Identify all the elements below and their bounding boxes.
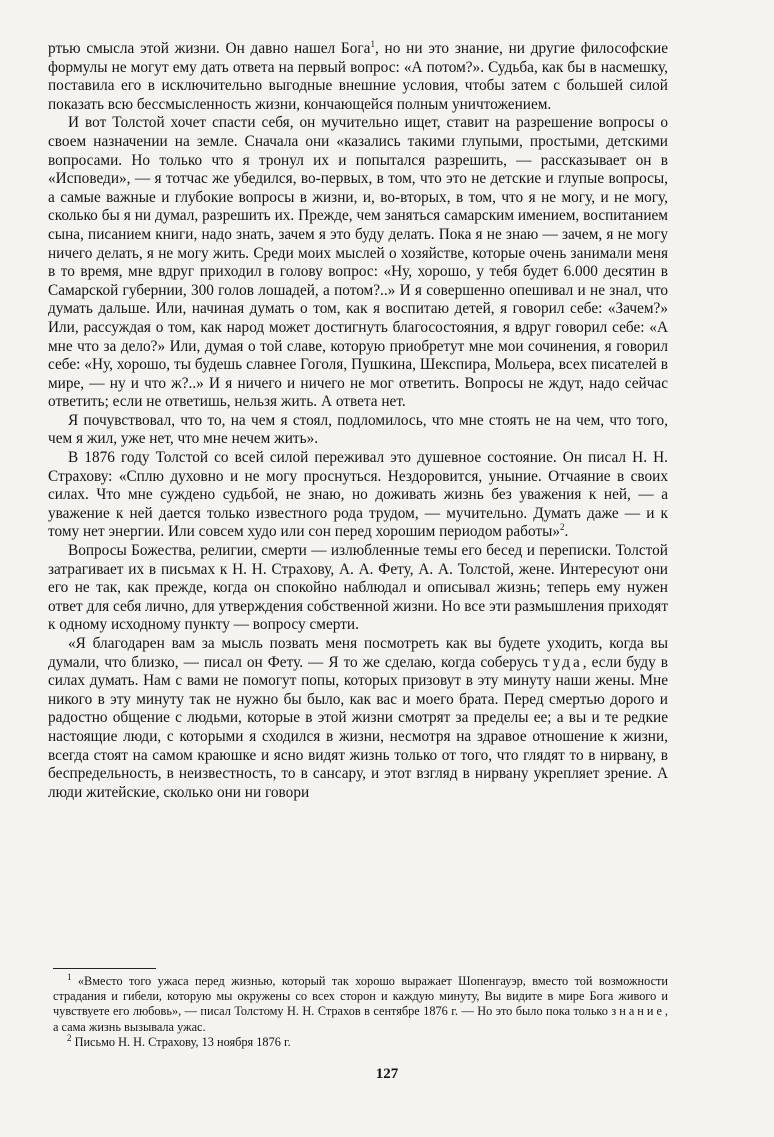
footnote xyxy=(53,1032,668,1050)
footnote-divider xyxy=(53,968,156,969)
main-text xyxy=(48,40,668,802)
paragraph xyxy=(48,40,668,114)
footnote-marker: 1 xyxy=(67,971,72,982)
paragraph xyxy=(48,412,668,449)
text-run: ртью смысла этой жизни. Он давно нашел Бога xyxy=(48,40,371,57)
spaced-emphasis: туда xyxy=(543,653,583,671)
text-run: В 1876 году Толстой со всей силой переживал это душевное состояние. Он писал Н. Н. Страхову: «Сплю духовно и не могу проснуться. Нездоровится, уныние. Отчаяние в своих силах. Что мне суждено судьбой, не знаю, но доживать жизнь без уважения к ней, — а уважение к ней дается только известного рода трудом, — мучительно. Думать даже — и к тому нет энергии. Или совсем худо или сон перед хорошим периодом работы» xyxy=(48,449,668,541)
footnotes xyxy=(53,971,668,1050)
text-run: «Вместо того ужаса перед жизнью, который так хорошо выражает Шопенгауэр, вместо той возможности страдания и гибели, которую мы окружены со всех сторон и каждую минуту, Вы видите в мире Бога живого и чувствуете его любовь», — писал Толстому Н. Н. Страхов в сентябре 1876 г. — Но это было пока только xyxy=(53,974,668,1019)
text-run: , но ни это знание, ни другие философские формулы не могут ему дать ответа на первый вопрос: «А потом?». Судьба, как бы в насмешку, поставила его в исключительно выгодные внешние условия, чтобы затем с большей силой показать всю бессмысленность жизни, кончающейся полным уничтожением. xyxy=(48,40,668,113)
text-run: «Я благодарен вам за мысль позвать меня посмотреть как вы будете уходить, когда вы думали, что близко, — писал он Фету. — Я то же сделаю, когда соберусь xyxy=(48,635,668,671)
text-run: , а сама жизнь вызывала ужас. xyxy=(53,1004,668,1034)
footnote-marker: 1 xyxy=(370,38,375,49)
text-run: , если буду в силах думать. Нам с вами не помогут попы, которых призовут в эту минуту наши жены. Мне никого в эту минуту так не нужно бы было, как вас и моего брата. Перед смертью дорого и радостно общение с людьми, которые в этой жизни смотрят за пределы ее; а вы и те редкие настоящие люди, с которыми я сходился в жизни, несмотря на здравое отношение к жизни, всегда стоят на самом краюшке и ясно видят жизнь только от того, что глядят то в нирвану, в беспредельность, в неизвестность, то в сансару, и этот взгляд в нирвану укрепляет зрение. А люди житейские, сколько они ни говори xyxy=(48,653,668,801)
page-number: 127 xyxy=(375,1066,399,1082)
spaced-emphasis: знание xyxy=(611,1004,665,1019)
text-run: Вопросы Божества, религии, смерти — излюбленные темы его бесед и переписки. Толстой затрагивает их в письмах к Н. Н. Страхову, А. А. Фету, А. А. Толстой, жене. Интересуют они его не так, как прежде, когда он спокойно наблюдал и описывал жизнь; теперь ему нужен ответ для себя лично, для утверждения собственной жизни. Но все эти размышления приходят к одному исходному пункту — вопросу смерти. xyxy=(48,542,668,634)
paragraph xyxy=(48,114,668,412)
footnote-marker: 2 xyxy=(560,522,565,533)
paragraph xyxy=(48,635,668,802)
text-run: И вот Толстой хочет спасти себя, он мучительно ищет, ставит на разрешение вопросы о своем назначении на земле. Сначала они «казались такими глупыми, простыми, детскими вопросами. Но только что я тронул их и попытался разрешить, — рассказывает он в «Исповеди», — я тотчас же убедился, во-первых, в том, что это не детские и глупые вопросы, а самые важные и глубокие вопросы в жизни, и, во-вторых, в том, что я не могу, и не могу, сколько бы я ни думал, разрешить их. Прежде, чем заняться самарским имением, воспитанием сына, писанием книги, надо знать, зачем я это буду делать. Пока я не знаю — зачем, я не могу ничего делать, я не могу жить. Среди моих мыслей о хозяйстве, которые очень занимали меня в то время, мне вдруг приходил в голову вопрос: «Ну, хорошо, у тебя будет 6.000 десятин в Самарской губернии, 300 голов лошадей, а потом?..» И я совершенно опешивал и не знал, что думать дальше. Или, начиная думать о том, как я воспитаю детей, я говорил себе: «Зачем?» Или, рассуждая о том, как народ может достигнуть благосостояния, я вдруг говорил себе: «А мне что за дело?» Или, думая о той славе, которую приобретут мне мои сочинения, я говорил себе: «Ну, хорошо, ты будешь славнее Гоголя, Пушкина, Шекспира, Мольера, всех писателей в мире, — ну и что ж?..» И я ничего и ничего не мог ответить. Вопросы не ждут, надо сейчас ответить; если не ответишь, нельзя жить. А ответа нет. xyxy=(48,114,668,411)
paragraph xyxy=(48,542,668,635)
footnote xyxy=(53,971,668,1035)
footnote-marker: 2 xyxy=(67,1032,72,1043)
text-run: Я почувствовал, что то, на чем я стоял, подломилось, что мне стоять не на чем, что того, чем я жил, уже нет, что мне нечем жить». xyxy=(48,411,668,448)
text-run: . xyxy=(564,523,569,541)
text-run: Письмо Н. Н. Страхову, 13 ноября 1876 г. xyxy=(71,1034,291,1049)
paragraph xyxy=(48,449,668,542)
